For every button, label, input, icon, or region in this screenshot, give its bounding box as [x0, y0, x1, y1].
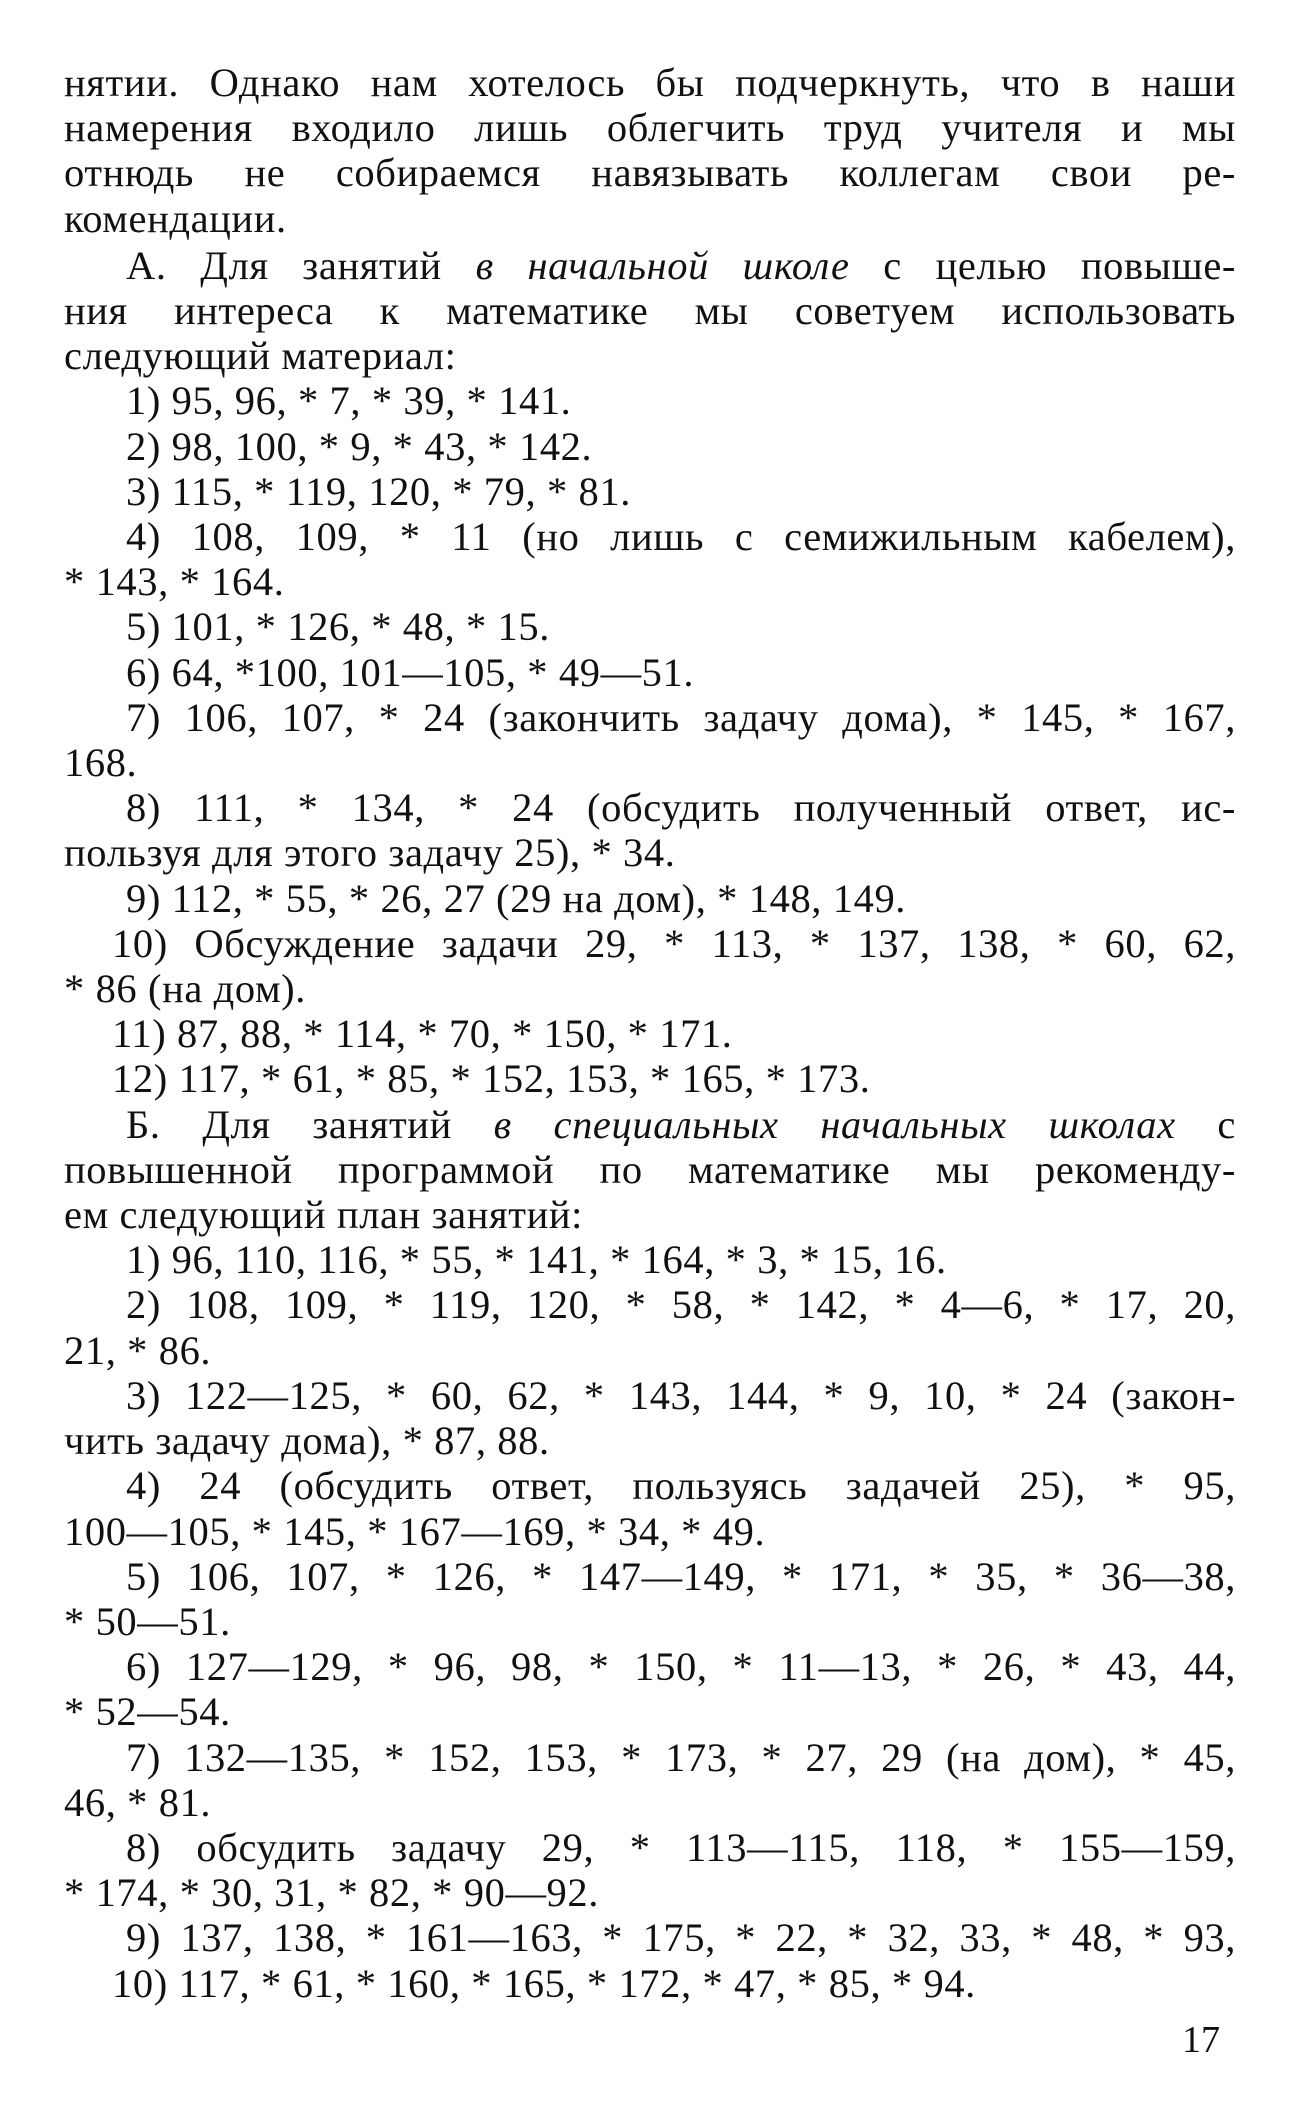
text-line: повышенной программой по математике мы рекоменду-	[64, 1146, 1236, 1192]
list-item: 10) Обсуждение задачи 29, * 113, * 137, 138, * 60, 62,	[112, 920, 1236, 966]
list-item: 4) 108, 109, * 11 (но лишь с семижильным кабелем),	[126, 514, 1236, 560]
text-line: ния интереса к математике мы советуем использовать	[64, 288, 1236, 334]
list-item: 7) 132—135, * 152, 153, * 173, * 27, 29 (на дом), * 45,	[126, 1734, 1236, 1780]
section-a-tail: с целью повыше-	[849, 242, 1236, 288]
list-item: 12) 117, * 61, * 85, * 152, 153, * 165, * 173.	[112, 1056, 871, 1102]
text-line: следующий материал:	[64, 333, 457, 379]
list-item-continuation: 168.	[64, 740, 138, 786]
list-item: 4) 24 (обсудить ответ, пользуясь задачей 25), * 95,	[126, 1463, 1236, 1509]
list-item: 1) 96, 110, 116, * 55, * 141, * 164, * 3, * 15, 16.	[126, 1237, 947, 1283]
list-item-continuation: 100—105, * 145, * 167—169, * 34, * 49.	[64, 1508, 766, 1554]
list-item: 3) 115, * 119, 120, * 79, * 81.	[126, 468, 631, 514]
section-b-emphasis: в специальных начальных школах	[493, 1101, 1176, 1147]
text-line: комендации.	[64, 195, 287, 241]
list-item-continuation: 46, * 81.	[64, 1779, 212, 1825]
list-item: 11) 87, 88, * 114, * 70, * 150, * 171.	[112, 1011, 733, 1057]
list-item: 10) 117, * 61, * 160, * 165, * 172, * 47, * 85, * 94.	[112, 1960, 976, 2006]
list-item: 6) 64, *100, 101—105, * 49—51.	[126, 649, 695, 695]
list-item: 9) 137, 138, * 161—163, * 175, * 22, * 32, 33, * 48, * 93,	[126, 1915, 1236, 1961]
list-item-continuation: * 143, * 164.	[64, 559, 285, 605]
text-line: нятии. Однако нам хотелось бы подчеркнуть, что в наши	[64, 60, 1236, 105]
list-item: 1) 95, 96, * 7, * 39, * 141.	[126, 378, 572, 424]
text-line: ем следующий план занятий:	[64, 1192, 583, 1238]
list-item-continuation: * 174, * 30, 31, * 82, * 90—92.	[64, 1870, 599, 1916]
list-item: 2) 108, 109, * 119, 120, * 58, * 142, * 4—6, * 17, 20,	[126, 1282, 1236, 1328]
text-line: отнюдь не собираемся навязывать коллегам свои ре-	[64, 150, 1236, 196]
section-b-tail: с	[1175, 1101, 1236, 1147]
list-item-continuation: чить задачу дома), * 87, 88.	[64, 1418, 550, 1464]
list-item: 3) 122—125, * 60, 62, * 143, 144, * 9, 10, * 24 (закон-	[126, 1372, 1236, 1418]
list-item: 2) 98, 100, * 9, * 43, * 142.	[126, 423, 593, 469]
list-item: 8) 111, * 134, * 24 (обсудить полученный ответ, ис-	[126, 785, 1236, 831]
section-a-heading	[64, 243, 1236, 288]
list-item-continuation: * 52—54.	[64, 1689, 231, 1735]
list-item-continuation: * 50—51.	[64, 1598, 231, 1644]
text-line: намерения входило лишь облегчить труд учителя и мы	[64, 105, 1236, 151]
list-item: 6) 127—129, * 96, 98, * 150, * 11—13, * 26, * 43, 44,	[126, 1644, 1236, 1690]
page-number: 17	[1182, 2019, 1220, 2061]
list-item: 5) 106, 107, * 126, * 147—149, * 171, * 35, * 36—38,	[126, 1553, 1236, 1599]
list-item: 9) 112, * 55, * 26, 27 (29 на дом), * 148, 149.	[126, 875, 907, 921]
section-b-lead: Б. Для занятий	[126, 1101, 494, 1147]
list-item-continuation: пользуя для этого задачу 25), * 34.	[64, 830, 676, 876]
list-item-continuation: * 86 (на дом).	[64, 966, 306, 1012]
section-b-heading	[64, 1102, 1236, 1147]
list-item: 8) обсудить задачу 29, * 113—115, 118, * 155—159,	[126, 1824, 1236, 1870]
list-item-continuation: 21, * 86.	[64, 1327, 212, 1373]
section-a-emphasis: в начальной школе	[475, 242, 850, 288]
body-text	[64, 60, 1236, 2006]
list-item: 7) 106, 107, * 24 (закончить задачу дома), * 145, * 167,	[126, 694, 1236, 740]
section-a-lead: А. Для занятий	[126, 242, 476, 288]
list-item: 5) 101, * 126, * 48, * 15.	[126, 604, 550, 650]
